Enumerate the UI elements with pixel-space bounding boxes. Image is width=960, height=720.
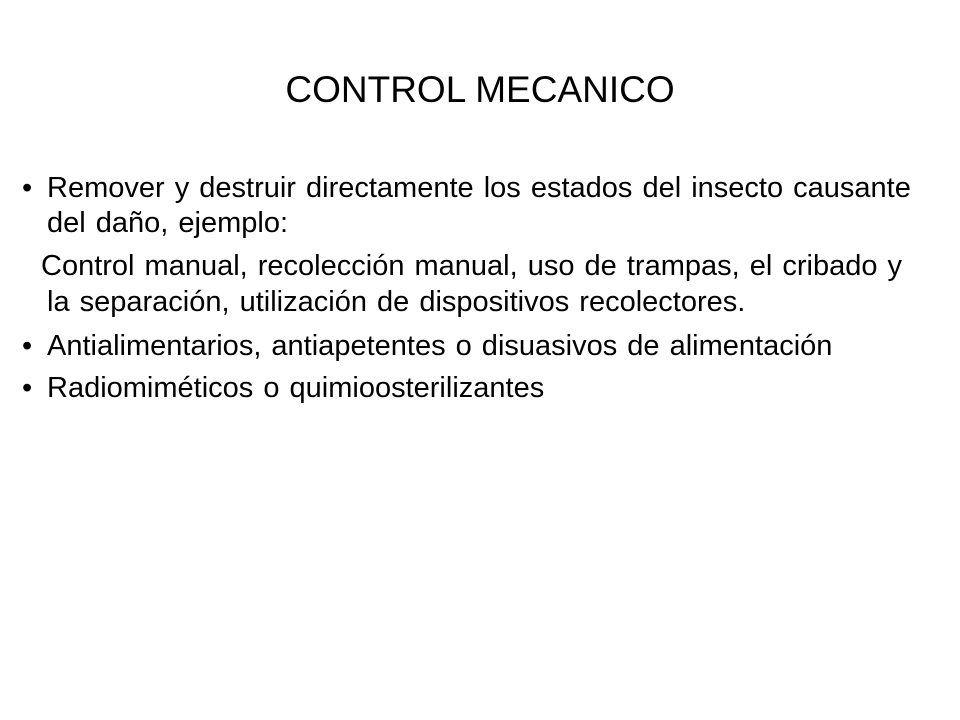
bullet-marker: • <box>22 372 33 404</box>
bullet-item-remover <box>22 171 932 241</box>
slide-body <box>22 171 932 406</box>
bullet-marker: • <box>22 330 33 362</box>
bullet-marker: • <box>22 172 33 204</box>
slide-title: CONTROL MECANICO <box>285 69 675 110</box>
bullet-text: Antialimentarios, antiapetentes o disuasivos de alimentación <box>47 330 833 362</box>
bullet-item-antialimentarios <box>22 329 932 364</box>
bullet-item-radiomimeticos <box>22 371 932 406</box>
bullet-text: Remover y destruir directamente los estados del insecto causante del daño, ejemplo: <box>47 172 911 239</box>
sub-paragraph-examples <box>22 248 932 320</box>
bullet-text: Radiomiméticos o quimioosterilizantes <box>47 372 545 404</box>
paragraph-text: Control manual, recolección manual, uso de trampas, el cribado y la separación, utilización de dispositivos recolectores. <box>41 250 903 318</box>
